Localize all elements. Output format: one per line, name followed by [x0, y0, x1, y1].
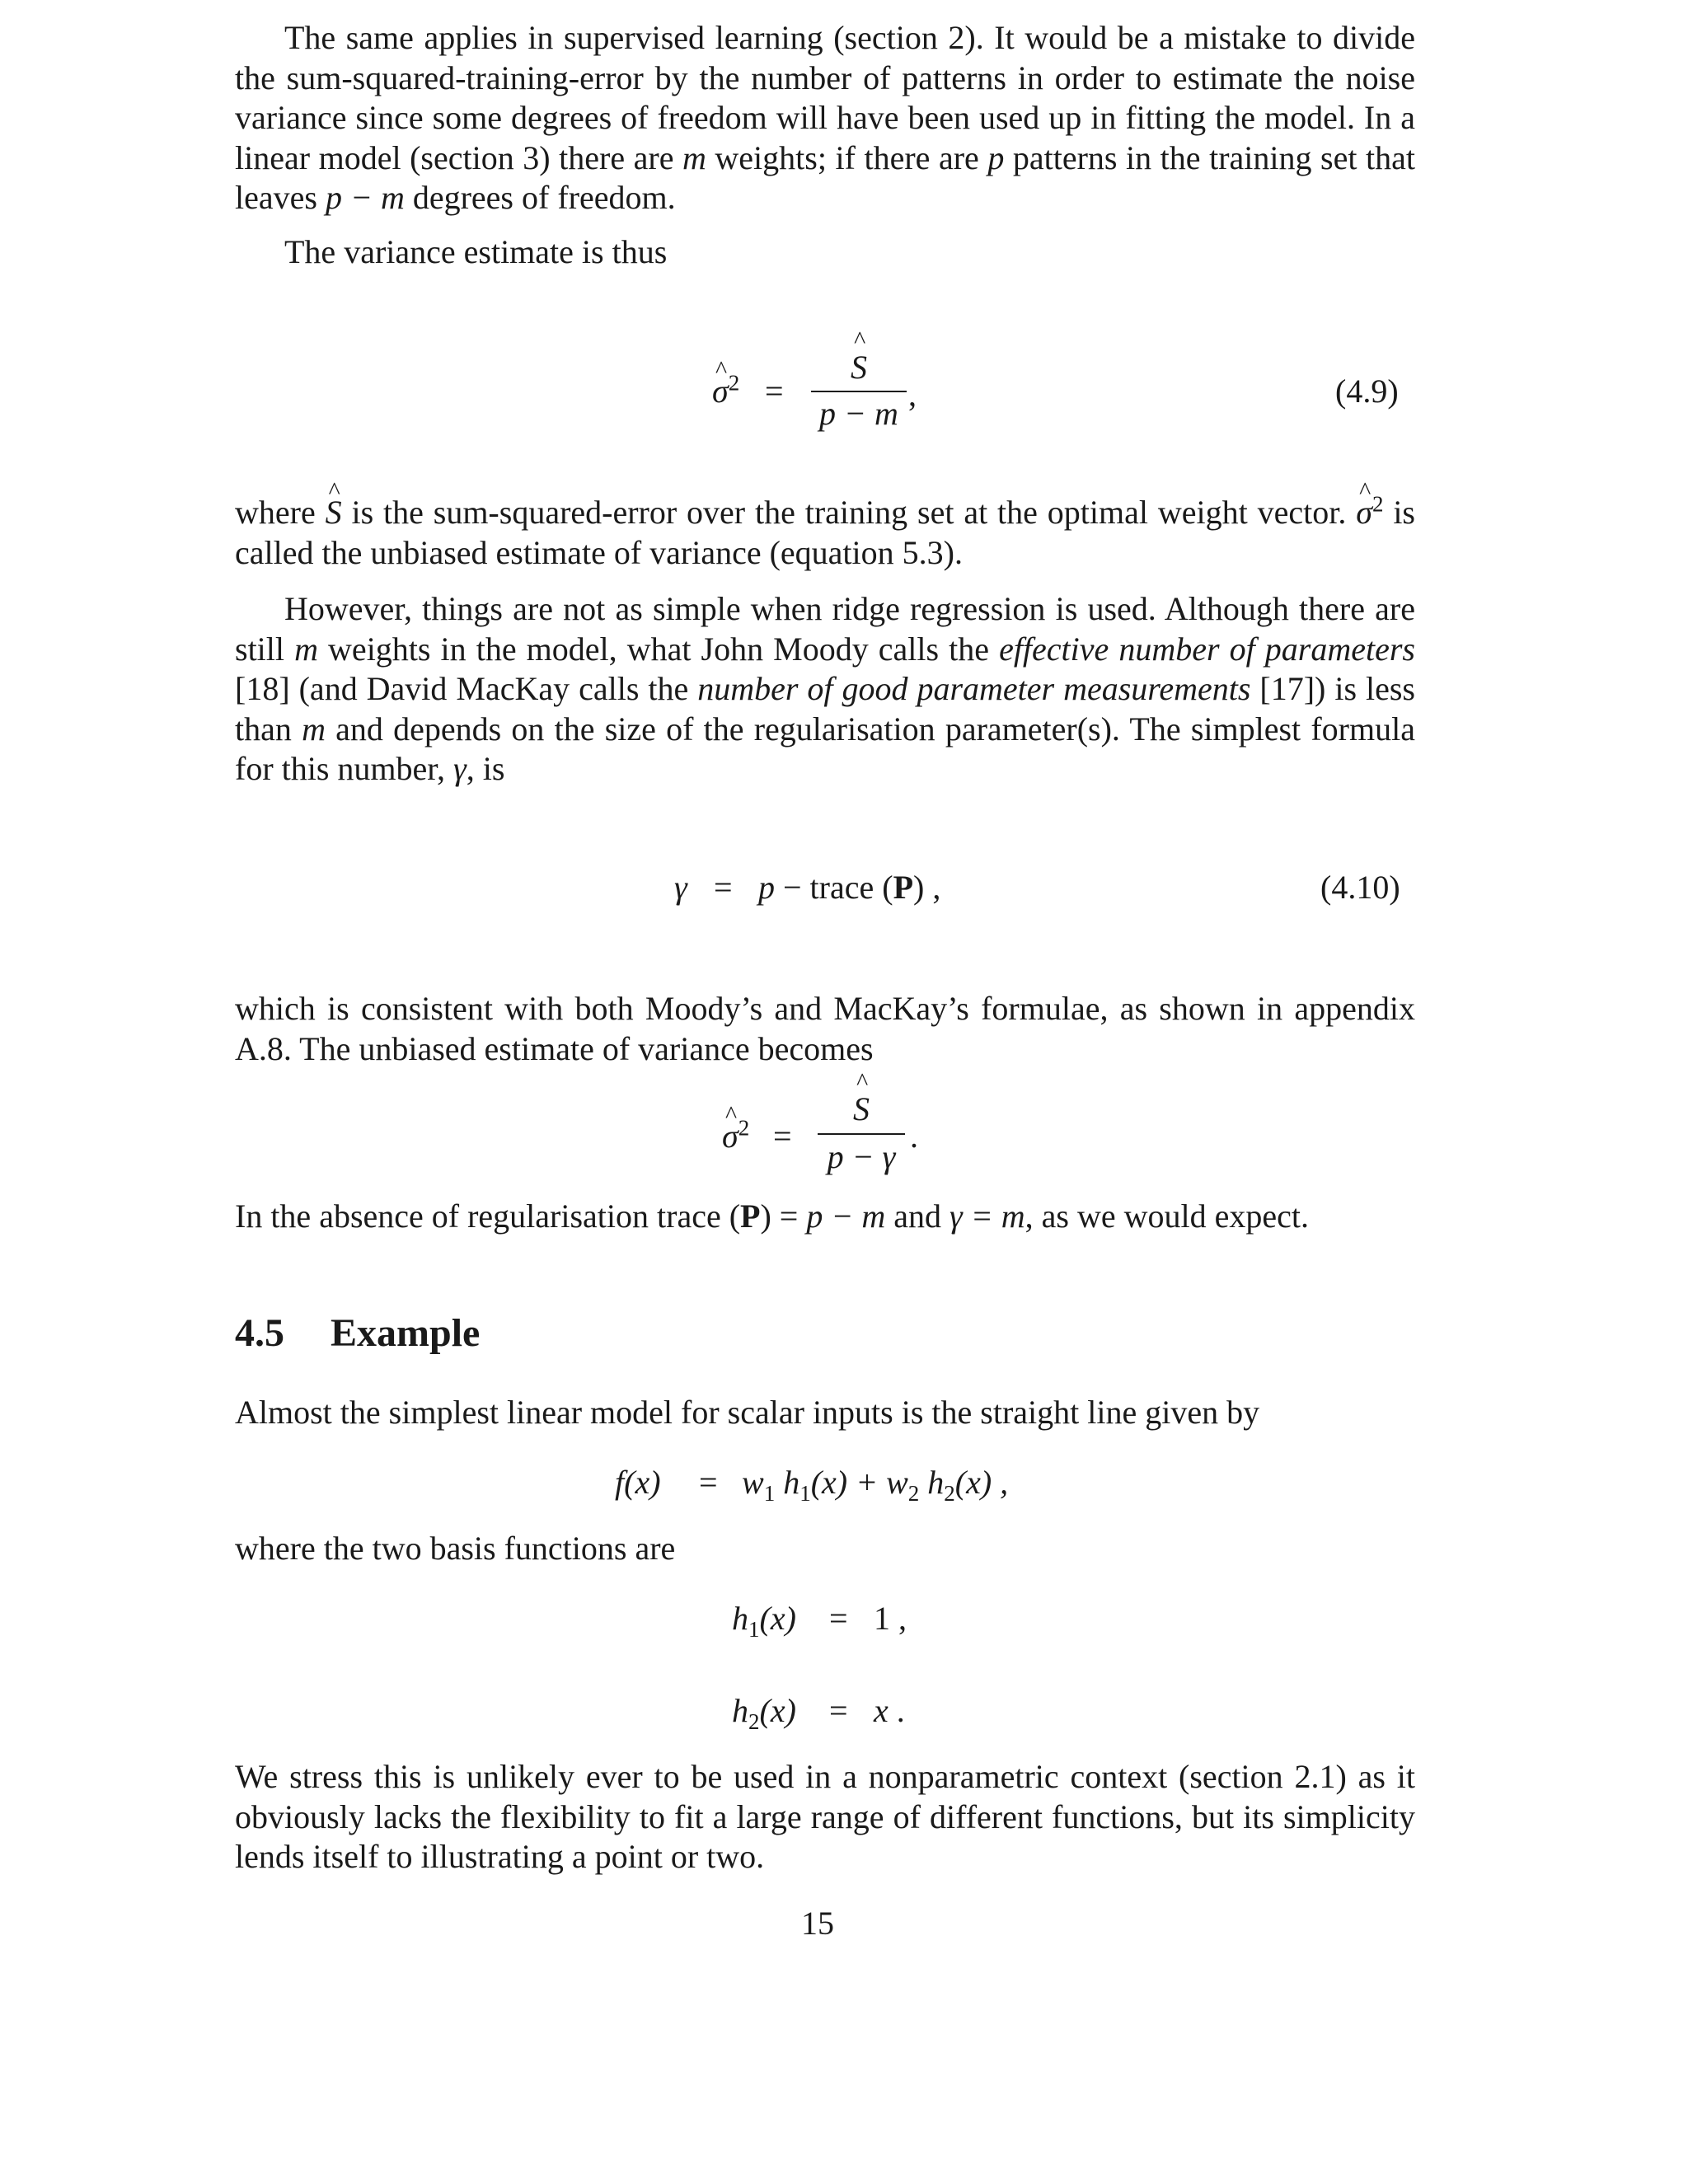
- eq49-comma: ,: [908, 376, 917, 413]
- eq-unbiased-fraction-bar: [818, 1133, 905, 1135]
- para4-text-3: [18] (and David MacKay calls the: [235, 670, 698, 707]
- paragraph-straight-line: [235, 1393, 1415, 1433]
- para1-text-3: patterns in the training set that leaves: [235, 138, 1415, 216]
- para4-text-6: , is: [466, 750, 505, 787]
- paragraph-consistent-formulae: [235, 989, 1415, 1069]
- eq-f-equals: =: [699, 1464, 718, 1501]
- para8-text: where the two basis functions are: [235, 1530, 676, 1567]
- para6-text-2: ) =: [760, 1197, 807, 1235]
- paragraph-variance-estimate: [235, 232, 1415, 273]
- eq-unbiased-numerator: ^ S: [818, 1090, 905, 1128]
- eq-h1-rhs: 1 ,: [874, 1600, 907, 1637]
- eq-unbiased-sigma-hat: ^ $\sigma^2$: [722, 1117, 749, 1156]
- para4-text-5: and depends on the size of the regularisation parameter(s). The simplest formula for this number,: [235, 710, 1415, 787]
- eq49-fraction-bar: [811, 391, 907, 392]
- section-number: 4.5: [235, 1311, 284, 1355]
- eq49-sigma-hat: ^ $\sigma^2$: [712, 372, 739, 411]
- eq410-number: (4.10): [1320, 869, 1400, 906]
- eq49-number: (4.9): [1335, 373, 1399, 410]
- para6-P: P: [740, 1197, 761, 1235]
- paragraph-basis-functions: [235, 1529, 1415, 1569]
- para3-text-2: is the sum-squared-error over the training set at the optimal weight vector.: [341, 494, 1357, 531]
- eq-h2-lhs: $h_2(x)$: [732, 1692, 796, 1734]
- section-heading: [235, 1310, 480, 1357]
- para4-text-2: weights in the model, what John Moody calls the: [317, 630, 1000, 668]
- para9-text: We stress this is unlikely ever to be used in a nonparametric context (section 2.1) as it obviously lacks the flexibility to fit a large range of different functions, but its simplicity lends itself to illustrating a point or two.: [235, 1758, 1415, 1875]
- para4-m-2: m: [302, 710, 326, 748]
- para6-gamma-equals-m: γ = m: [950, 1197, 1025, 1235]
- eq-f-lhs: f(x): [615, 1464, 661, 1501]
- para3-text-1: where: [235, 494, 326, 531]
- paragraph-ridge-regression: [235, 589, 1415, 790]
- eq-h2-rhs: x .: [874, 1692, 905, 1729]
- eq-unbiased-denominator: p − γ: [827, 1138, 896, 1175]
- eq410-equals: =: [714, 869, 733, 906]
- para6-text-4: , as we would expect.: [1025, 1197, 1309, 1235]
- eq410-gamma: γ: [674, 869, 687, 906]
- para4-gamma: γ: [453, 750, 467, 787]
- para1-m: m: [682, 138, 706, 176]
- eq49-numerator: ^ S: [811, 348, 907, 387]
- para4-text-4: [17]) is less than: [235, 670, 1416, 748]
- para4-good-parameter-measurements: number of good parameter measurements: [697, 670, 1251, 707]
- page-number: 15: [801, 1905, 834, 1942]
- para4-effective-parameters: effective number of parameters: [999, 630, 1415, 668]
- eq49-denominator: p − m: [819, 395, 898, 432]
- para6-text-3: and: [885, 1197, 950, 1235]
- eq-h1-equals: =: [829, 1600, 848, 1637]
- para3-s-hat: ^ S: [326, 493, 342, 533]
- para1-text-4: degrees of freedom.: [404, 179, 676, 216]
- eq-h1-lhs: $h_1(x)$: [732, 1600, 796, 1642]
- paragraph-supervised-learning: [235, 18, 1415, 218]
- paragraph-absence-regularisation: [235, 1197, 1415, 1237]
- paragraph-where-s-hat: [235, 493, 1415, 573]
- section-title: Example: [331, 1311, 481, 1355]
- para1-p: p: [987, 138, 1005, 176]
- para7-text: Almost the simplest linear model for scalar inputs is the straight line given by: [235, 1394, 1260, 1431]
- eq-unbiased-equals: =: [773, 1118, 792, 1155]
- para4-text-1: However, things are not as simple when ridge regression is used. Although there are still: [235, 590, 1415, 668]
- para3-text-3: is called the unbiased estimate of variance (equation 5.3).: [235, 494, 1416, 571]
- paragraph-nonparametric: [235, 1757, 1415, 1877]
- para6-p-minus-m: p − m: [806, 1197, 886, 1235]
- para2-text: The variance estimate is thus: [284, 233, 668, 270]
- eq410-rhs: p − trace (P) ,: [758, 869, 941, 906]
- eq-unbiased-period: .: [910, 1118, 918, 1155]
- para4-m-1: m: [294, 630, 318, 668]
- para3-sigma-hat: ^ $\sigma^2$: [1356, 494, 1383, 531]
- para1-text-2: weights; if there are: [706, 138, 988, 176]
- para5-text: which is consistent with both Moody’s and MacKay’s formulae, as shown in appendix A.8. The unbiased estimate of variance becomes: [235, 990, 1415, 1067]
- eq-f-rhs: $w_1$ $h_1(x) + w_2$ $h_2(x)$ ,: [742, 1464, 1009, 1506]
- para1-text-1: The same applies in supervised learning (section 2). It would be a mistake to divide the sum-squared-training-error by the number of patterns in order to estimate the noise variance since some degrees of freedom will have been used up in fitting the model. In a linear model (section 3) there are: [235, 19, 1415, 176]
- para6-text-1: In the absence of regularisation trace (: [235, 1197, 741, 1235]
- eq-h2-equals: =: [829, 1692, 848, 1729]
- para1-p-minus-m: p − m: [325, 179, 405, 216]
- eq49-equals: =: [765, 373, 784, 410]
